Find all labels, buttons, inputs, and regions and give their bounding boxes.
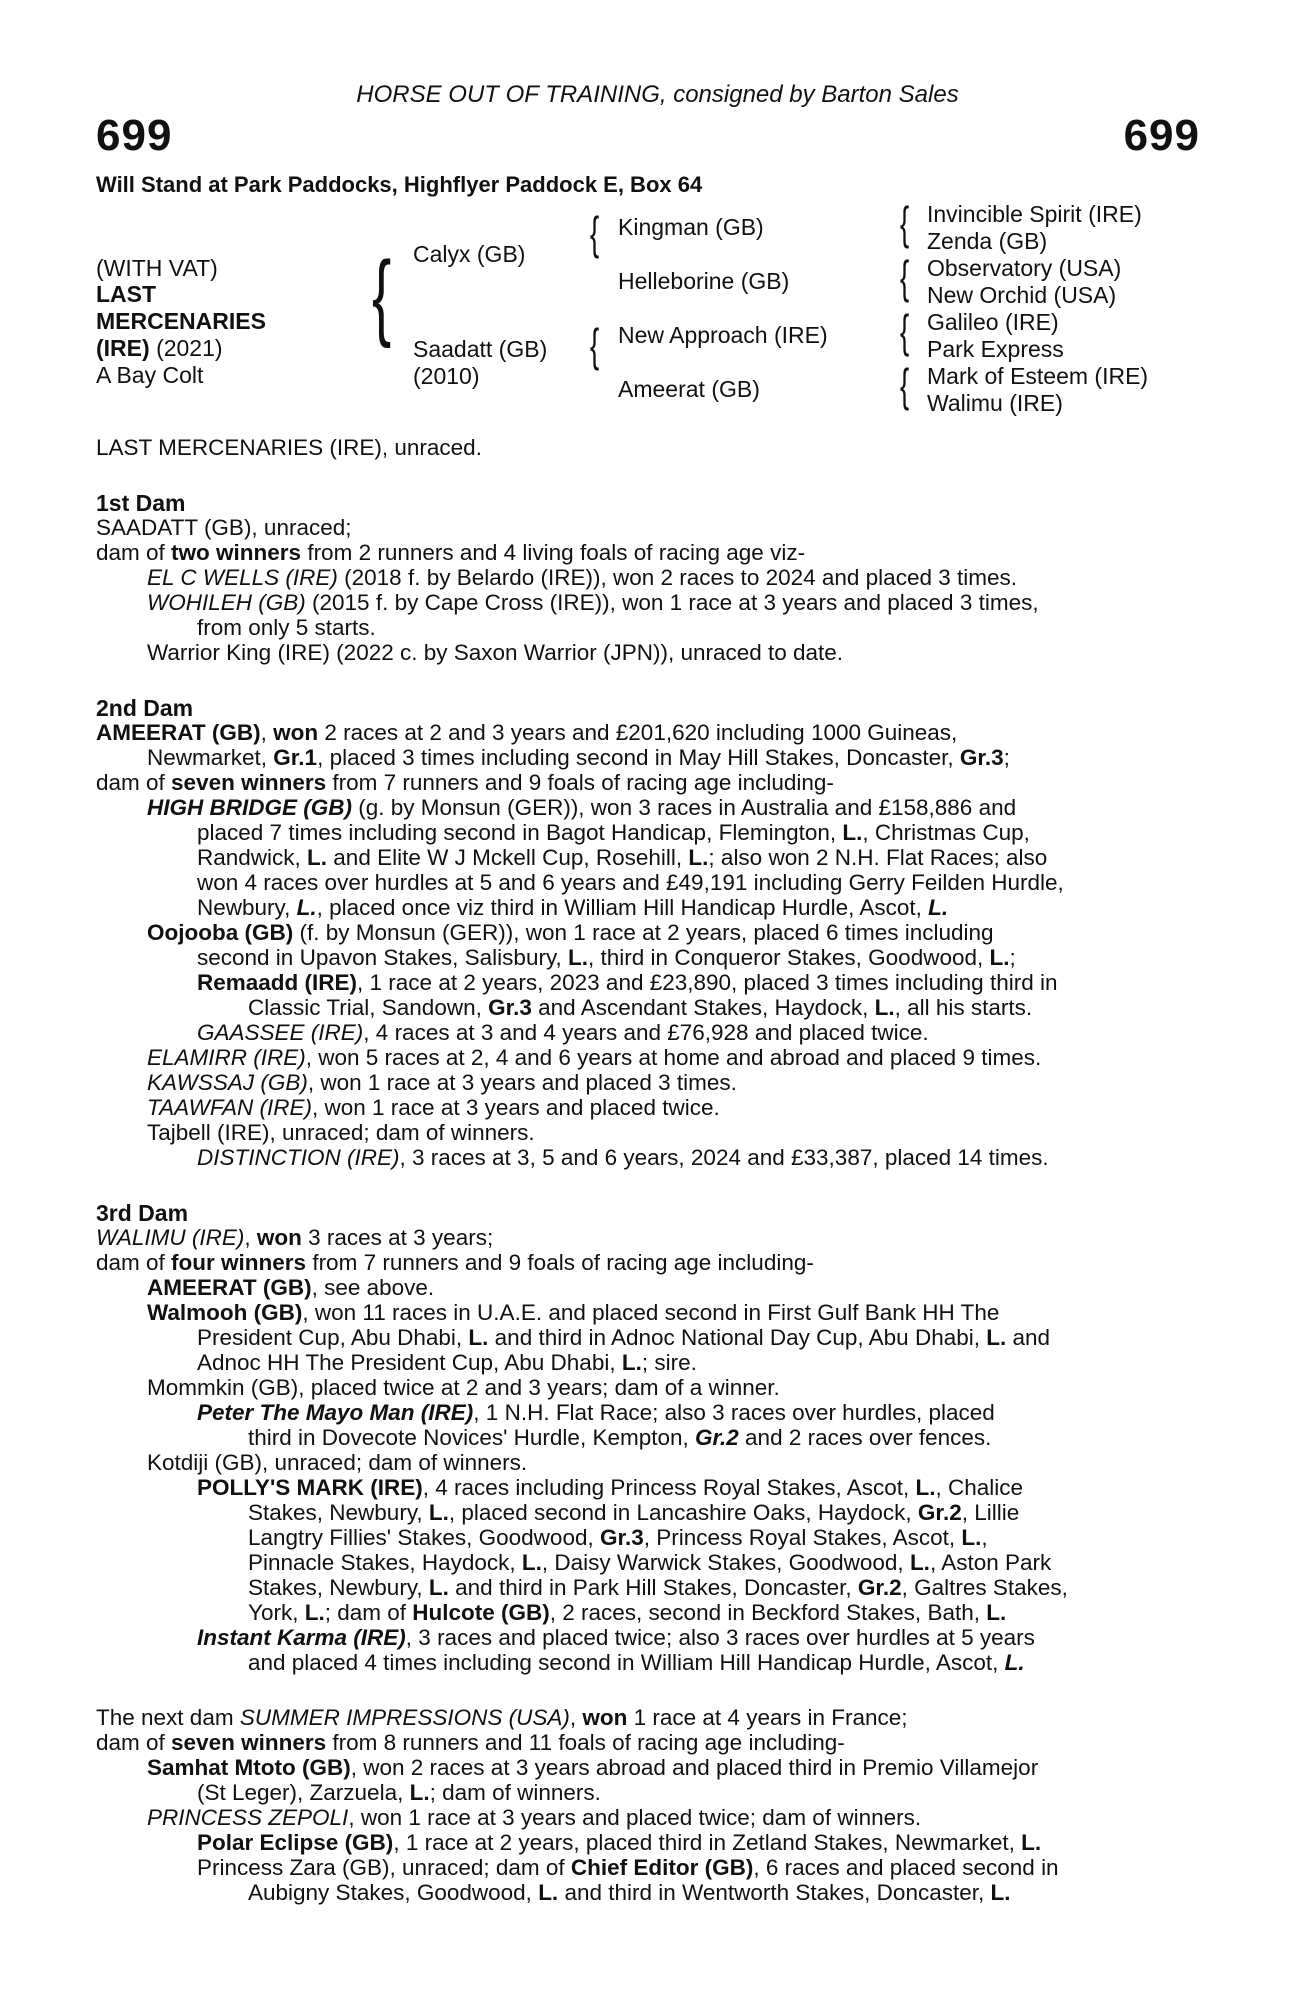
pedigree-g2: Zenda (GB) [927, 228, 1048, 254]
brace-sire-parents: { [590, 207, 600, 259]
third-dam-line: Peter The Mayo Man (IRE), 1 N.H. Flat Race; also 3 races over hurdles, placed [197, 1400, 995, 1425]
second-dam-line: Randwick, L. and Elite W J Mckell Cup, Rosehill, L.; also won 2 N.H. Flat Races; also [197, 845, 1048, 870]
horse-name-line2: MERCENARIES [96, 308, 266, 334]
third-dam-line: Stakes, Newbury, L., placed second in Lancashire Oaks, Haydock, Gr.2, Lillie [248, 1500, 1020, 1525]
second-dam-line: Tajbell (IRE), unraced; dam of winners. [147, 1120, 535, 1145]
brace-g1: { [900, 197, 910, 249]
second-dam-line: KAWSSAJ (GB), won 1 race at 3 years and placed 3 times. [147, 1070, 737, 1095]
next-dam-line: PRINCESS ZEPOLI, won 1 race at 3 years and placed twice; dam of winners. [147, 1805, 922, 1830]
first-dam-heading: 1st Dam [96, 490, 186, 516]
pedigree-dam-year: (2010) [413, 363, 480, 389]
third-dam-line: Instant Karma (IRE), 3 races and placed twice; also 3 races over hurdles at 5 years [197, 1625, 1035, 1650]
next-dam-line: (St Leger), Zarzuela, L.; dam of winners. [197, 1780, 601, 1805]
pedigree-sire-sire: Kingman (GB) [618, 214, 764, 240]
second-dam-line: Classic Trial, Sandown, Gr.3 and Ascendant Stakes, Haydock, L., all his starts. [248, 995, 1033, 1020]
brace-sire: { [372, 242, 392, 349]
second-dam-line: DISTINCTION (IRE), 3 races at 3, 5 and 6 years, 2024 and £33,387, placed 14 times. [197, 1145, 1049, 1170]
stable-location: Will Stand at Park Paddocks, Highflyer Paddock E, Box 64 [96, 172, 703, 197]
vat-note: (WITH VAT) [96, 255, 218, 281]
pedigree-g6: Park Express [927, 336, 1064, 362]
pedigree-g1: Invincible Spirit (IRE) [927, 201, 1142, 227]
lot-number-right: 699 [1123, 111, 1200, 160]
second-dam-line: Remaadd (IRE), 1 race at 2 years, 2023 and £23,890, placed 3 times including third in [197, 970, 1058, 995]
pedigree-g5: Galileo (IRE) [927, 309, 1059, 335]
next-dam-line: dam of seven winners from 8 runners and 11 foals of racing age including- [96, 1730, 845, 1755]
pedigree-dam-sire: New Approach (IRE) [618, 322, 828, 348]
first-dam-line: EL C WELLS (IRE) (2018 f. by Belardo (IRE)), won 2 races to 2024 and placed 3 times. [147, 565, 1017, 590]
second-dam-line: won 4 races over hurdles at 5 and 6 years and £49,191 including Gerry Feilden Hurdle, [197, 870, 1064, 895]
third-dam-line: dam of four winners from 7 runners and 9 foals of racing age including- [96, 1250, 814, 1275]
third-dam-line: Mommkin (GB), placed twice at 2 and 3 years; dam of a winner. [147, 1375, 780, 1400]
horse-name-line1: LAST [96, 281, 157, 307]
first-dam-line: SAADATT (GB), unraced; [96, 515, 352, 540]
second-dam-heading: 2nd Dam [96, 695, 194, 721]
first-dam-line: from only 5 starts. [197, 615, 376, 640]
brace-g2: { [900, 251, 910, 303]
third-dam-line: AMEERAT (GB), see above. [147, 1275, 435, 1300]
third-dam-line: third in Dovecote Novices' Hurdle, Kempton, Gr.2 and 2 races over fences. [248, 1425, 992, 1450]
third-dam-line: Langtry Fillies' Stakes, Goodwood, Gr.3, Princess Royal Stakes, Ascot, L., [248, 1525, 988, 1550]
pedigree-sire-dam: Helleborine (GB) [618, 268, 790, 294]
third-dam-line: POLLY'S MARK (IRE), 4 races including Princess Royal Stakes, Ascot, L., Chalice [197, 1475, 1024, 1500]
third-dam-line: President Cup, Abu Dhabi, L. and third in Adnoc National Day Cup, Abu Dhabi, L. and [197, 1325, 1051, 1350]
horse-description: A Bay Colt [96, 362, 204, 388]
first-dam-line: WOHILEH (GB) (2015 f. by Cape Cross (IRE)), won 1 race at 3 years and placed 3 times, [147, 590, 1039, 615]
second-dam-line: AMEERAT (GB), won 2 races at 2 and 3 years and £201,620 including 1000 Guineas, [96, 720, 958, 745]
brace-dam-parents: { [590, 319, 600, 371]
pedigree-g7: Mark of Esteem (IRE) [927, 363, 1149, 389]
third-dam-line: Adnoc HH The President Cup, Abu Dhabi, L.; sire. [197, 1350, 697, 1375]
second-dam-line: dam of seven winners from 7 runners and 9 foals of racing age including- [96, 770, 834, 795]
second-dam-line: Newmarket, Gr.1, placed 3 times including second in May Hill Stakes, Doncaster, Gr.3; [147, 745, 1010, 770]
second-dam-line: GAASSEE (IRE), 4 races at 3 and 4 years and £76,928 and placed twice. [197, 1020, 929, 1045]
pedigree-g8: Walimu (IRE) [927, 390, 1063, 416]
third-dam-line: Stakes, Newbury, L. and third in Park Hill Stakes, Doncaster, Gr.2, Galtres Stakes, [248, 1575, 1068, 1600]
pedigree-dam: Saadatt (GB) [413, 336, 548, 362]
third-dam-line: York, L.; dam of Hulcote (GB), 2 races, second in Beckford Stakes, Bath, L. [248, 1600, 1007, 1625]
second-dam-line: Oojooba (GB) (f. by Monsun (GER)), won 1 race at 2 years, placed 6 times including [147, 920, 994, 945]
third-dam-heading: 3rd Dam [96, 1200, 189, 1226]
first-dam-line: dam of two winners from 2 runners and 4 living foals of racing age viz- [96, 540, 806, 565]
pedigree-sire: Calyx (GB) [413, 241, 526, 267]
second-dam-line: Newbury, L., placed once viz third in William Hill Handicap Hurdle, Ascot, L. [197, 895, 949, 920]
third-dam-line: and placed 4 times including second in William Hill Handicap Hurdle, Ascot, L. [248, 1650, 1025, 1675]
next-dam-line: Polar Eclipse (GB), 1 race at 2 years, placed third in Zetland Stakes, Newmarket, L. [197, 1830, 1042, 1855]
third-dam-line: Walmooh (GB), won 11 races in U.A.E. and placed second in First Gulf Bank HH The [147, 1300, 1000, 1325]
lot-number-left: 699 [96, 111, 173, 160]
second-dam-line: placed 7 times including second in Bagot Handicap, Flemington, L., Christmas Cup, [197, 820, 1030, 845]
second-dam-line: second in Upavon Stakes, Salisbury, L., third in Conqueror Stakes, Goodwood, L.; [197, 945, 1016, 970]
second-dam-line: ELAMIRR (IRE), won 5 races at 2, 4 and 6 years at home and abroad and placed 9 times. [147, 1045, 1042, 1070]
third-dam-line: Pinnacle Stakes, Haydock, L., Daisy Warwick Stakes, Goodwood, L., Aston Park [248, 1550, 1052, 1575]
pedigree-g3: Observatory (USA) [927, 255, 1122, 281]
brace-g4: { [900, 359, 910, 411]
next-dam-line: Aubigny Stakes, Goodwood, L. and third in Wentworth Stakes, Doncaster, L. [248, 1880, 1011, 1905]
brace-g3: { [900, 305, 910, 357]
race-record: LAST MERCENARIES (IRE), unraced. [96, 435, 482, 460]
third-dam-line: Kotdiji (GB), unraced; dam of winners. [147, 1450, 528, 1475]
second-dam-line: TAAWFAN (IRE), won 1 race at 3 years and placed twice. [147, 1095, 720, 1120]
next-dam-line: Samhat Mtoto (GB), won 2 races at 3 years abroad and placed third in Premio Villamejor [147, 1755, 1039, 1780]
second-dam-line: HIGH BRIDGE (GB) (g. by Monsun (GER)), won 3 races in Australia and £158,886 and [147, 795, 1017, 820]
pedigree-dam-dam: Ameerat (GB) [618, 376, 760, 402]
next-dam-line: Princess Zara (GB), unraced; dam of Chief Editor (GB), 6 races and placed second in [197, 1855, 1059, 1880]
horse-name-line3: (IRE) (2021) [96, 335, 223, 361]
third-dam-line: WALIMU (IRE), won 3 races at 3 years; [96, 1225, 494, 1250]
sale-title: HORSE OUT OF TRAINING, consigned by Barton Sales [356, 81, 959, 108]
first-dam-line: Warrior King (IRE) (2022 c. by Saxon Warrior (JPN)), unraced to date. [147, 640, 844, 665]
pedigree-g4: New Orchid (USA) [927, 282, 1117, 308]
next-dam-line: The next dam SUMMER IMPRESSIONS (USA), won 1 race at 4 years in France; [96, 1705, 908, 1730]
